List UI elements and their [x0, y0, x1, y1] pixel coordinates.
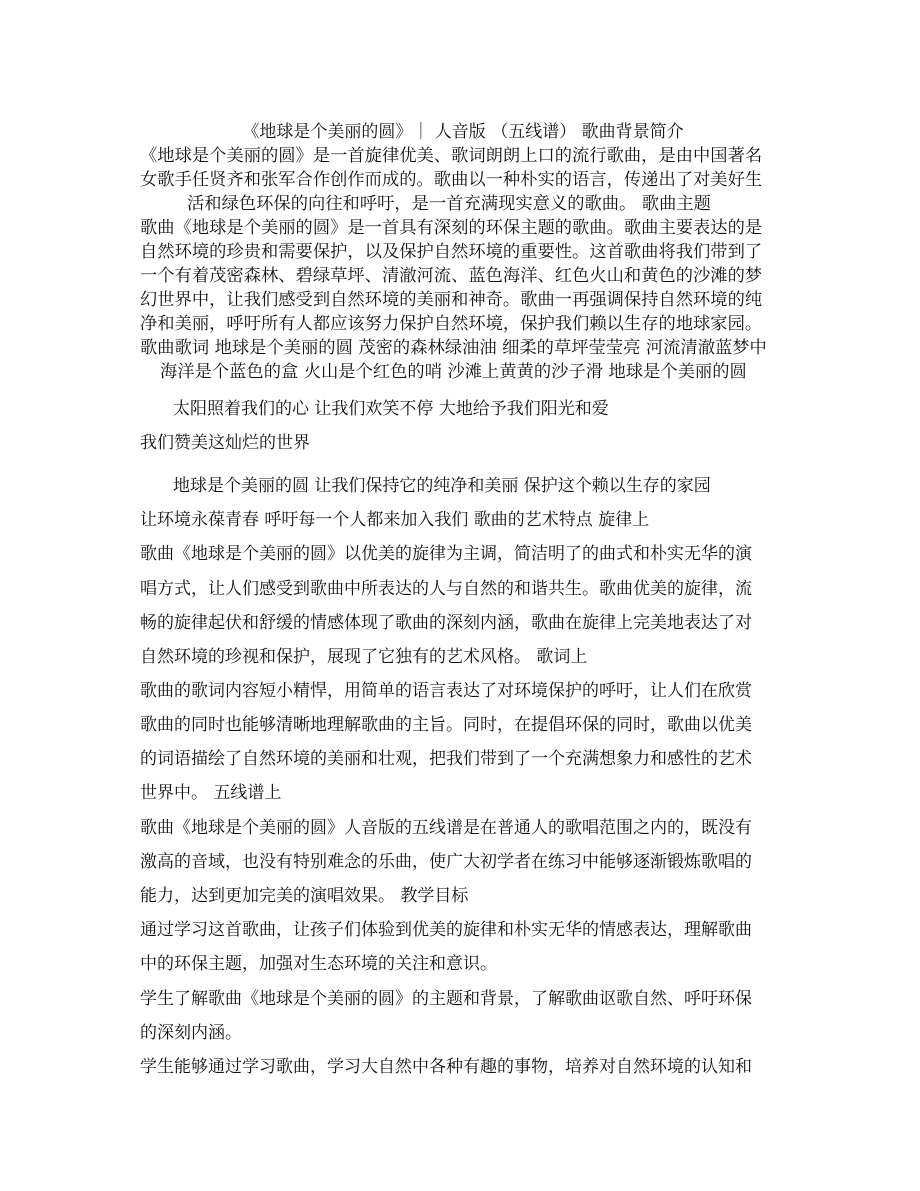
lyrics-line: 地球是个美丽的圆 让我们保持它的纯净和美丽 保护这个赖以生存的家园 — [173, 476, 711, 496]
lyric-analysis-line: 的词语描绘了自然环境的美丽和壮观，把我们带到了一个充满想象力和感性的艺术 — [140, 749, 752, 769]
melody-line: 歌曲《地球是个美丽的圆》以优美的旋律为主调，简洁明了的曲式和朴实无华的演 — [140, 544, 752, 564]
melody-line: 唱方式，让人们感受到歌曲中所表达的人与自然的和谐共生。歌曲优美的旋律，流 — [140, 579, 752, 599]
goal-line: 的深刻内涵。 — [140, 1023, 242, 1043]
intro-line: 《地球是个美丽的圆》是一首旋律优美、歌词朗朗上口的流行歌曲，是由中国著名 — [140, 146, 763, 166]
theme-line: 歌曲歌词 地球是个美丽的圆 茂密的森林绿油油 细柔的草坪莹莹亮 河流清澈蓝梦中 — [140, 338, 767, 358]
lyric-analysis-line: 歌曲的歌词内容短小精悍，用简单的语言表达了对环境保护的呼吁，让人们在欣赏 — [140, 681, 752, 701]
lyric-analysis-line: 世界中。 五线谱上 — [140, 783, 282, 803]
theme-line: 自然环境的珍贵和需要保护，以及保护自然环境的重要性。这首歌曲将我们带到了 — [140, 242, 763, 262]
goal-line: 通过学习这首歌曲，让孩子们体验到优美的旋律和朴实无华的情感表达，理解歌曲 — [140, 920, 752, 940]
goal-line: 中的环保主题，加强对生态环境的关注和意识。 — [140, 954, 497, 974]
lyrics-line: 太阳照着我们的心 让我们欢笑不停 大地给予我们阳光和爱 — [173, 399, 609, 419]
theme-line: 歌曲《地球是个美丽的圆》是一首具有深刻的环保主题的歌曲。歌曲主要表达的是 — [140, 218, 763, 238]
theme-line: 海洋是个蓝色的盒 火山是个红色的哨 沙滩上黄黄的沙子滑 地球是个美丽的圆 — [160, 362, 747, 382]
melody-line: 畅的旋律起伏和舒缓的情感体现了歌曲的深刻内涵，歌曲在旋律上完美地表达了对 — [140, 613, 752, 633]
theme-line: 净和美丽，呼吁所有人都应该努力保护自然环境，保护我们赖以生存的地球家园。 — [140, 314, 763, 334]
lyric-analysis-line: 歌曲的同时也能够清晰地理解歌曲的主旨。同时，在提倡环保的同时，歌曲以优美 — [140, 715, 752, 735]
melody-line: 自然环境的珍视和保护，展现了它独有的艺术风格。 歌词上 — [140, 647, 588, 667]
theme-line: 一个有着茂密森林、碧绿草坪、清澈河流、蓝色海洋、红色火山和黄色的沙滩的梦 — [140, 266, 763, 286]
lyrics-line: 我们赞美这灿烂的世界 — [140, 433, 310, 453]
theme-line: 幻世界中，让我们感受到自然环境的美丽和神奇。歌曲一再强调保持自然环境的纯 — [140, 290, 763, 310]
intro-line: 女歌手任贤齐和张军合作创作而成的。歌曲以一种朴实的语言，传递出了对美好生 — [140, 170, 763, 190]
staff-line: 歌曲《地球是个美丽的圆》人音版的五线谱是在普通人的歌唱范围之内的，既没有 — [140, 818, 752, 838]
staff-line: 激高的音域，也没有特别难念的乐曲，使广大初学者在练习中能够逐渐锻炼歌唱的 — [140, 852, 752, 872]
goal-line: 学生能够通过学习歌曲，学习大自然中各种有趣的事物，培养对自然环境的认知和 — [140, 1057, 752, 1077]
staff-line: 能力，达到更加完美的演唱效果。 教学目标 — [140, 886, 469, 906]
lyrics-line: 让环境永葆青春 呼吁每一个人都来加入我们 歌曲的艺术特点 旋律上 — [140, 510, 650, 530]
document-title: 《地球是个美丽的圆》｜ 人音版 （五线谱） 歌曲背景简介 — [242, 122, 684, 142]
goal-line: 学生了解歌曲《地球是个美丽的圆》的主题和背景，了解歌曲讴歌自然、呼吁环保 — [140, 989, 752, 1009]
intro-line: 活和绿色环保的向往和呼吁，是一首充满现实意义的歌曲。 歌曲主题 — [187, 194, 711, 214]
